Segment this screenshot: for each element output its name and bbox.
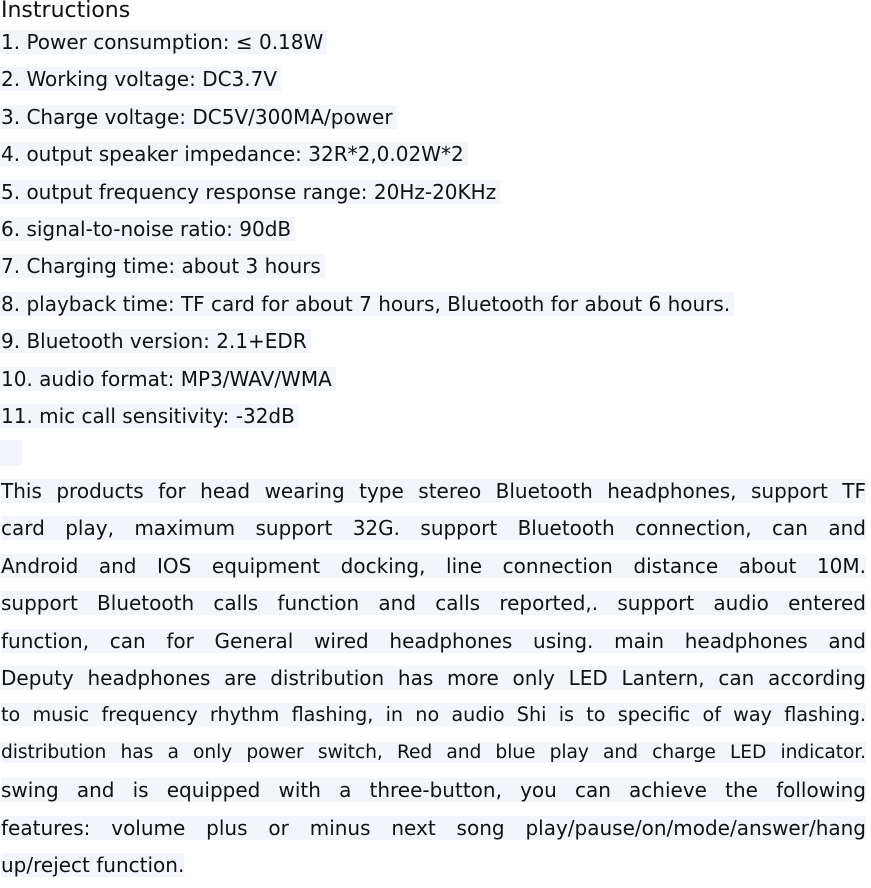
paragraph-text: Deputy headphones are distribution has more only LED Lantern, can according (1, 665, 866, 690)
spec-item (0, 216, 734, 253)
paragraph-line (1, 701, 866, 738)
paragraph-line (1, 514, 866, 551)
spec-item (0, 253, 734, 290)
spec-item (0, 66, 734, 103)
paragraph-line (1, 477, 866, 514)
spec-text: 11. mic call sensitivity: -32dB (0, 404, 299, 428)
spec-item (0, 366, 734, 403)
spec-item (0, 141, 734, 178)
paragraph-text: support Bluetooth calls function and calls reported,. support audio entered (1, 591, 866, 616)
paragraph-text: card play, maximum support 32G. support Bluetooth connection, can and (1, 516, 866, 541)
spec-text: 8. playback time: TF card for about 7 hours, Bluetooth for about 6 hours. (0, 292, 734, 316)
paragraph-line (1, 776, 866, 813)
paragraph-text: distribution has a only power switch, Red and blue play and charge LED indicator. (1, 741, 866, 763)
paragraph-text: This products for head wearing type stereo Bluetooth headphones, support TF (1, 479, 866, 503)
spec-text: 2. Working voltage: DC3.7V (0, 67, 281, 91)
spec-text: 9. Bluetooth version: 2.1+EDR (0, 329, 311, 353)
paragraph-text: swing and is equipped with a three-button, you can achieve the following (1, 778, 866, 803)
paragraph-line (1, 589, 866, 626)
paragraph-line (1, 739, 866, 776)
spec-text: 4. output speaker impedance: 32R*2,0.02W*2 (0, 142, 468, 166)
spec-text: 3. Charge voltage: DC5V/300MA/power (0, 105, 397, 129)
spec-text: 5. output frequency response range: 20Hz-20KHz (0, 180, 500, 204)
paragraph-line (1, 552, 866, 589)
page-title: Instructions (1, 0, 131, 23)
spec-list (0, 29, 734, 478)
spec-text: 7. Charging time: about 3 hours (0, 254, 325, 278)
spec-text: 10. audio format: MP3/WAV/WMA (0, 367, 336, 391)
spec-item (0, 179, 734, 216)
spec-item (0, 403, 734, 440)
description-paragraph (1, 477, 866, 888)
spec-text: 1. Power consumption: ≤ 0.18W (0, 30, 327, 54)
paragraph-text: Android and IOS equipment docking, line connection distance about 10M. (1, 553, 866, 578)
paragraph-text: features: volume plus or minus next song play/pause/on/mode/answer/hang (1, 815, 866, 840)
blank-line (0, 440, 734, 477)
spec-item (0, 29, 734, 66)
paragraph-text: to music frequency rhythm flashing, in no audio Shi is to specific of way flashing. (1, 703, 866, 727)
blank-highlight (0, 440, 22, 466)
spec-item (0, 104, 734, 141)
paragraph-line (1, 851, 866, 888)
spec-item (0, 328, 734, 365)
paragraph-line (1, 814, 866, 851)
paragraph-text: up/reject function. (1, 852, 185, 877)
paragraph-line (1, 664, 866, 701)
spec-item (0, 291, 734, 328)
spec-text: 6. signal-to-noise ratio: 90dB (0, 217, 295, 241)
paragraph-text: function, can for General wired headphones using. main headphones and (1, 628, 866, 653)
paragraph-line (1, 627, 866, 664)
